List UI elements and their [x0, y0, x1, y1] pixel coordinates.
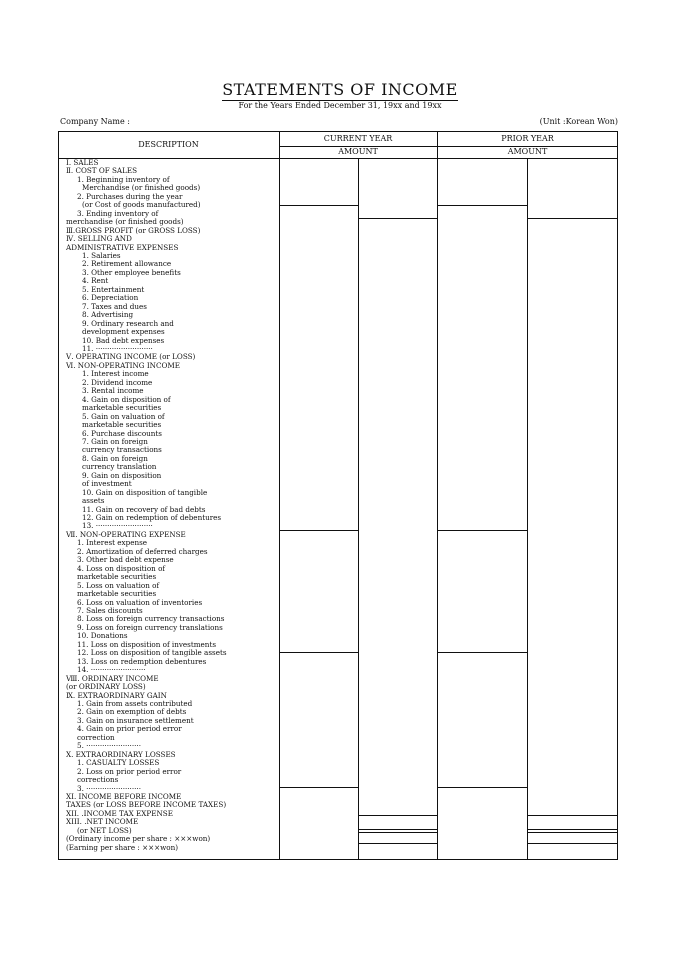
- description-row: development expenses: [82, 327, 165, 337]
- description-row: Ⅷ. ORDINARY INCOME: [66, 673, 159, 683]
- description-header: DESCRIPTION: [138, 140, 199, 149]
- prior-cost-of-sales-subtotal-line: [437, 205, 527, 206]
- description-row: 4. Rent: [82, 276, 109, 286]
- description-row: 10. Gain on disposition of tangible: [82, 487, 208, 497]
- description-row: 2. Gain on exemption of debts: [77, 707, 187, 717]
- description-row: 1. Gain from assets contributed: [77, 699, 193, 708]
- gross-profit-line: [358, 218, 437, 219]
- description-row: 9. Gain on disposition: [82, 470, 162, 480]
- prior-gross-profit-line: [527, 218, 618, 219]
- description-row: Ⅳ. SELLING AND: [66, 234, 132, 244]
- description-row: XⅠ. INCOME BEFORE INCOME: [66, 791, 182, 801]
- cost-of-sales-subtotal-line: [279, 205, 358, 206]
- description-row: merchandise (or finished goods): [66, 217, 184, 227]
- description-row: 1. Interest expense: [77, 538, 148, 548]
- prior-net-income-line: [527, 829, 618, 830]
- extraordinary-losses-subtotal-line: [279, 787, 358, 788]
- unit-label: (Unit :Korean Won): [539, 117, 618, 126]
- current-year-column-border: [437, 132, 438, 859]
- description-row: (or NET LOSS): [77, 825, 132, 835]
- current-year-subcolumn-line: [358, 159, 359, 859]
- description-row: currency transactions: [82, 445, 162, 455]
- description-row: currency translation: [82, 462, 157, 472]
- description-row: (Earning per share : ×××won): [66, 842, 179, 852]
- description-row: 11. ·························: [82, 343, 153, 353]
- income-before-taxes-line: [358, 815, 437, 816]
- description-row: XⅠⅠ. .INCOME TAX EXPENSE: [66, 808, 173, 818]
- description-row: 9. Loss on foreign currency translations: [77, 622, 223, 632]
- description-row: XⅠⅠⅠ. .NET INCOME: [66, 817, 139, 827]
- description-row: 13. ·························: [82, 521, 153, 531]
- prior-non-operating-income-subtotal-line: [437, 530, 527, 531]
- description-column-border: [279, 132, 280, 859]
- description-row: 3. Gain on insurance settlement: [77, 715, 194, 725]
- table-border-right: [617, 132, 618, 859]
- description-row: 1. Beginning inventory of: [77, 174, 170, 184]
- description-row: Ⅲ.GROSS PROFIT (or GROSS LOSS): [66, 225, 201, 235]
- description-row: 3. Other bad debt expense: [77, 555, 174, 565]
- prior-non-operating-expense-subtotal-line: [437, 652, 527, 653]
- description-row: 9. Ordinary research and: [82, 318, 174, 328]
- description-row: 3. ························: [77, 783, 141, 793]
- description-row: 8. Loss on foreign currency transactions: [77, 614, 225, 624]
- net-income-double-line: [358, 832, 437, 833]
- description-row: 14. ························: [77, 665, 146, 675]
- company-name-label: Company Name :: [60, 117, 130, 126]
- description-row: (or Cost of goods manufactured): [82, 200, 201, 210]
- description-row: 2. Loss on prior period error: [77, 766, 182, 776]
- prior-income-before-taxes-line: [527, 815, 618, 816]
- non-operating-income-subtotal-line: [279, 530, 358, 531]
- earning-per-share-line: [358, 843, 437, 844]
- description-row: 4. Gain on disposition of: [82, 394, 171, 404]
- description-row: assets: [82, 496, 105, 506]
- description-row: 8. Advertising: [82, 310, 134, 320]
- description-row: 11. Loss on disposition of investments: [77, 639, 217, 649]
- description-row: Ⅱ. COST OF SALES: [66, 166, 138, 176]
- description-row: (Ordinary income per share : ×××won): [66, 834, 211, 844]
- description-row: 10. Bad debt expenses: [82, 335, 165, 345]
- description-row: 2. Amortization of deferred charges: [77, 546, 208, 556]
- description-row: 5. ························: [77, 741, 141, 751]
- description-row: 3. Rental income: [82, 386, 144, 396]
- description-row: 10. Donations: [77, 631, 128, 641]
- description-row: 6. Loss on valuation of inventories: [77, 597, 203, 607]
- description-row: 11. Gain on recovery of bad debts: [82, 504, 206, 514]
- description-row: Ⅹ. EXTRAORDINARY LOSSES: [66, 749, 176, 759]
- description-row: TAXES (or LOSS BEFORE INCOME TAXES): [66, 800, 227, 810]
- prior-net-income-double-line: [527, 832, 618, 833]
- net-income-line: [358, 829, 437, 830]
- description-row: 12. Gain on redemption of debentures: [82, 513, 222, 523]
- description-row: ADMINISTRATIVE EXPENSES: [66, 242, 179, 252]
- current-year-amount-header: AMOUNT: [338, 147, 378, 156]
- description-row: 12. Loss on disposition of tangible assets: [77, 648, 227, 658]
- description-row: (or ORDINARY LOSS): [66, 682, 146, 692]
- description-row: 2. Dividend income: [82, 377, 153, 387]
- prior-year-subcolumn-line: [527, 159, 528, 859]
- description-row: corrections: [77, 775, 119, 785]
- description-row: Ⅶ. NON-OPERATING EXPENSE: [66, 529, 186, 539]
- description-row: 4. Loss on disposition of: [77, 563, 166, 573]
- description-row: 2. Retirement allowance: [82, 259, 172, 269]
- description-row: Ⅴ. OPERATING INCOME (or LOSS): [66, 352, 196, 362]
- description-row: 5. Loss on valuation of: [77, 580, 160, 590]
- income-statement-table: [58, 131, 618, 860]
- description-row: 1. Salaries: [82, 250, 121, 260]
- description-row: 8. Gain on foreign: [82, 453, 148, 463]
- description-row: 7. Taxes and dues: [82, 301, 147, 311]
- description-row: Ⅸ. EXTRAORDINARY GAIN: [66, 690, 167, 700]
- non-operating-expense-subtotal-line: [279, 652, 358, 653]
- current-year-header: CURRENT YEAR: [323, 134, 393, 143]
- description-row: 1. CASUALTY LOSSES: [77, 758, 160, 768]
- description-row: correction: [77, 732, 115, 742]
- description-row: marketable securities: [82, 420, 162, 430]
- description-row: 7. Sales discounts: [77, 606, 143, 616]
- description-row: marketable securities: [77, 572, 157, 582]
- description-row: 3. Other employee benefits: [82, 267, 181, 277]
- description-row: 6. Purchase discounts: [82, 428, 162, 438]
- description-list: [66, 159, 276, 852]
- description-row: 3. Ending inventory of: [77, 208, 159, 218]
- description-row: Ⅵ. NON-OPERATING INCOME: [66, 360, 180, 370]
- prior-earning-per-share-line: [527, 843, 618, 844]
- prior-year-header: PRIOR YEAR: [501, 134, 554, 143]
- table-border-left: [58, 132, 59, 859]
- description-row: 2. Purchases during the year: [77, 191, 183, 201]
- description-row: 13. Loss on redemption debentures: [77, 656, 207, 666]
- description-row: 1. Interest income: [82, 369, 149, 379]
- statement-title: STATEMENTS OF INCOME: [222, 80, 458, 99]
- description-row: Merchandise (or finished goods): [82, 183, 201, 193]
- description-row: 4. Gain on prior period error: [77, 724, 182, 734]
- description-row: marketable securities: [82, 403, 162, 413]
- prior-extraordinary-losses-subtotal-line: [437, 787, 527, 788]
- description-row: 7. Gain on foreign: [82, 436, 148, 446]
- description-row: of investment: [82, 479, 132, 489]
- description-row: 5. Entertainment: [82, 284, 145, 294]
- description-row: marketable securities: [77, 589, 157, 599]
- prior-year-amount-header: AMOUNT: [507, 147, 548, 156]
- description-row: 5. Gain on valuation of: [82, 411, 165, 421]
- description-row: 6. Depreciation: [82, 293, 139, 303]
- statement-subtitle: For the Years Ended December 31, 19xx and 19xx: [238, 101, 442, 110]
- description-row: Ⅰ. SALES: [66, 158, 99, 167]
